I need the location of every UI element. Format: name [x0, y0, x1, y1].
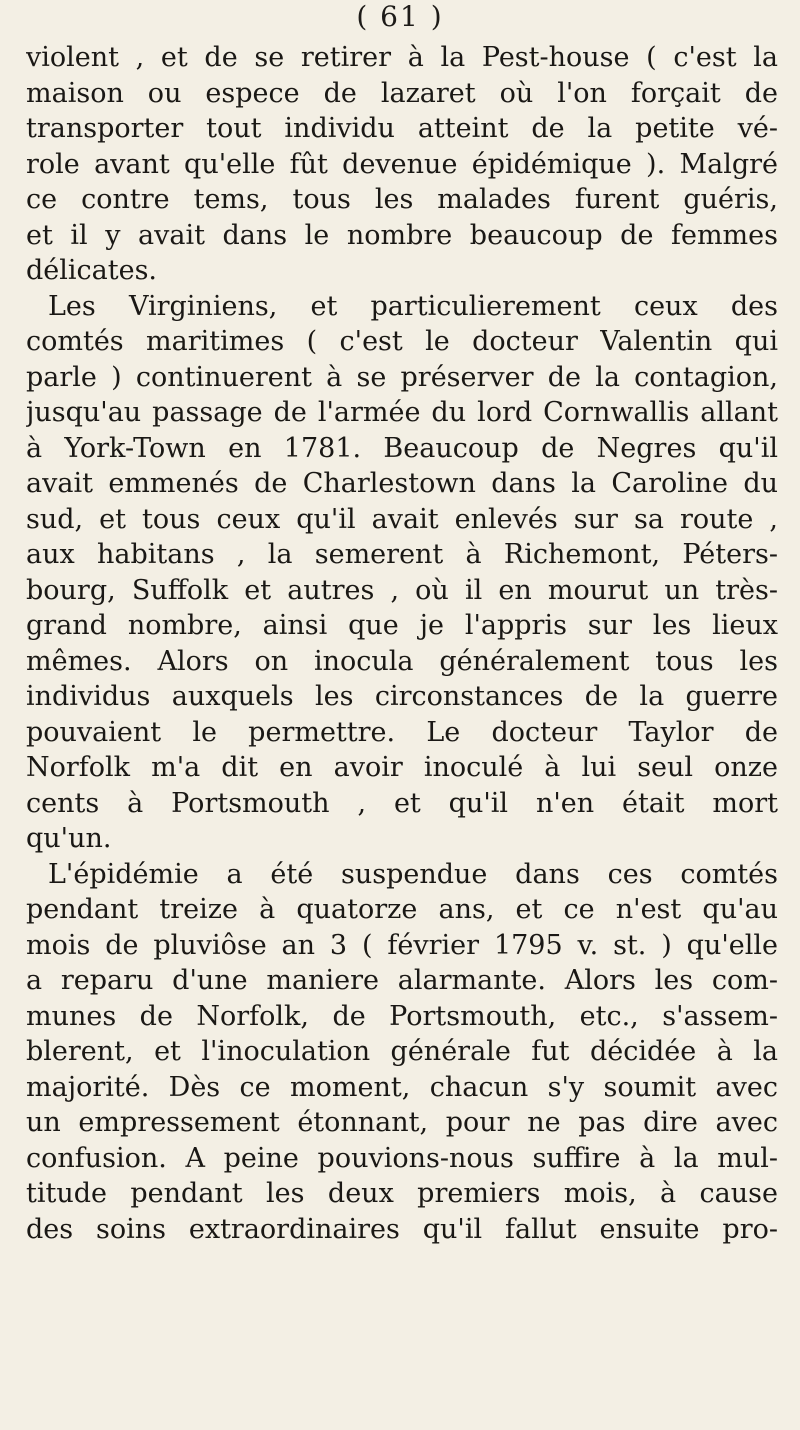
text-line: L'épidémie a été suspendue dans ces comtés — [48, 858, 778, 890]
text-line: Norfolk m'a dit en avoir inoculé à lui seul onze — [26, 752, 778, 783]
text-line: violent , et de se retirer à la Pest-house ( c'est la — [26, 42, 778, 73]
text-line: mêmes. Alors on inocula généralement tous les — [26, 645, 778, 677]
body-text — [26, 40, 778, 1247]
text-line: parle ) continuerent à se préserver de la contagion, — [26, 361, 778, 393]
text-line: pendant treize à quatorze ans, et ce n'est qu'au — [26, 894, 778, 925]
text-line: confusion. A peine pouvions-nous suffire à la mul- — [26, 1142, 778, 1174]
text-line: blerent, et l'inoculation générale fut décidée à la — [26, 1036, 778, 1067]
text-line: role avant qu'elle fût devenue épidémique ). Malgré — [26, 148, 778, 180]
text-line: bourg, Suffolk et autres , où il en mourut un très- — [26, 574, 778, 606]
text-line: individus auxquels les circonstances de la guerre — [26, 681, 778, 712]
text-line: grand nombre, ainsi que je l'appris sur les lieux — [26, 610, 778, 641]
text-line: à York-Town en 1781. Beaucoup de Negres qu'il — [26, 432, 778, 464]
text-line: titude pendant les deux premiers mois, à cause — [26, 1178, 778, 1209]
text-line: transporter tout individu atteint de la petite vé- — [26, 113, 778, 144]
page-number: ( 61 ) — [356, 0, 444, 33]
text-line: jusqu'au passage de l'armée du lord Cornwallis allant — [26, 397, 778, 428]
text-line: délicates. — [26, 255, 158, 286]
text-line: sud, et tous ceux qu'il avait enlevés sur sa route , — [26, 503, 778, 535]
text-line: des soins extraordinaires qu'il fallut ensuite pro- — [26, 1213, 778, 1245]
text-line: et il y avait dans le nombre beaucoup de femmes — [26, 219, 778, 251]
text-line: pouvaient le permettre. Le docteur Taylor de — [26, 716, 778, 748]
text-line: mois de pluviôse an 3 ( février 1795 v. st. ) qu'elle — [26, 929, 778, 961]
text-line: maison ou espece de lazaret où l'on forçait de — [26, 77, 778, 109]
text-line: comtés maritimes ( c'est le docteur Valentin qui — [26, 326, 778, 357]
text-line: ce contre tems, tous les malades furent guéris, — [26, 184, 778, 215]
text-line: aux habitans , la semerent à Richemont, Péters- — [26, 539, 778, 570]
text-line: Les Virginiens, et particulierement ceux des — [48, 290, 778, 322]
text-line: cents à Portsmouth , et qu'il n'en était mort — [26, 787, 778, 819]
text-line: avait emmenés de Charlestown dans la Caroline du — [26, 468, 778, 499]
text-line: qu'un. — [26, 823, 112, 854]
text-line: un empressement étonnant, pour ne pas dire avec — [26, 1107, 778, 1138]
text-line: a reparu d'une maniere alarmante. Alors les com- — [26, 965, 778, 996]
text-line: majorité. Dès ce moment, chacun s'y soumit avec — [26, 1071, 778, 1103]
text-line: munes de Norfolk, de Portsmouth, etc., s'assem- — [26, 1000, 778, 1032]
